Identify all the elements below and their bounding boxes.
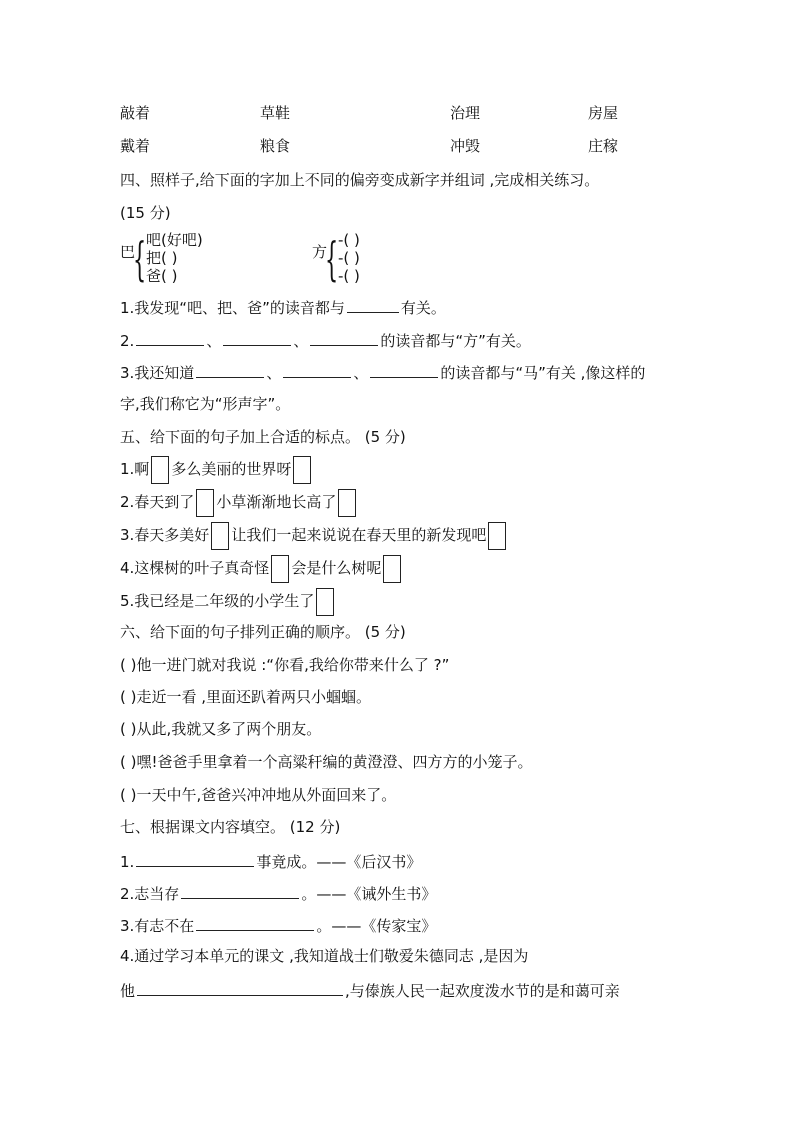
q-text: 1. — [120, 853, 135, 871]
question-4-3 — [120, 361, 645, 383]
q-text: 的读音都与“马”有关 ,像这样的 — [440, 364, 646, 382]
punct-line-1 — [120, 454, 313, 484]
blank[interactable] — [283, 361, 351, 378]
q-text: 、 — [266, 364, 282, 382]
word-cell: 冲毁 — [450, 137, 481, 155]
q-text: 会是什么树呢 — [291, 559, 382, 577]
word-cell: 治理 — [450, 104, 481, 122]
question-4-3-cont: 字,我们称它为“形声字”。 — [120, 395, 291, 413]
q-text: 、 — [293, 332, 309, 350]
order-item[interactable]: ( )他一进门就对我说 :“你看,我给你带来什么了 ?” — [120, 656, 450, 674]
brace-icon: { — [325, 232, 339, 286]
ba-item: 吧(好吧) — [146, 231, 203, 249]
section-5-title: 五、给下面的句子加上合适的标点。 (5 分) — [120, 428, 406, 446]
answer-box[interactable] — [488, 522, 506, 550]
q-text: 3.春天多美好 — [120, 526, 210, 544]
blank[interactable] — [310, 329, 378, 346]
blank[interactable] — [136, 329, 204, 346]
answer-box[interactable] — [338, 489, 356, 517]
section-4-title: 四、照样子,给下面的字加上不同的偏旁变成新字并组词 ,完成相关练习。 — [120, 171, 600, 189]
answer-box[interactable] — [293, 456, 311, 484]
blank[interactable] — [370, 361, 438, 378]
q-text: 。——《传家宝》 — [316, 917, 437, 935]
word-cell: 房屋 — [588, 104, 619, 122]
q-text: 多么美丽的世界呀 — [171, 460, 292, 478]
q-text: 他 — [120, 982, 136, 1000]
punct-line-5 — [120, 586, 336, 616]
punct-line-2 — [120, 487, 358, 517]
order-item[interactable]: ( )嘿!爸爸手里拿着一个高粱秆编的黄澄澄、四方方的小笼子。 — [120, 753, 533, 771]
q-text: 2.春天到了 — [120, 493, 195, 511]
section-6-title: 六、给下面的句子排列正确的顺序。 (5 分) — [120, 623, 406, 641]
blank[interactable] — [136, 850, 254, 867]
blank[interactable] — [223, 329, 291, 346]
answer-box[interactable] — [271, 555, 289, 583]
question-4-1 — [120, 296, 446, 318]
answer-box[interactable] — [316, 588, 334, 616]
q-text: 1.我发现“吧、把、爸”的读音都与 — [120, 299, 345, 317]
ba-item: 把( ) — [146, 249, 178, 267]
word-cell: 敲着 — [120, 104, 151, 122]
q-text: 事竟成。——《后汉书》 — [256, 853, 422, 871]
q-text: 2. — [120, 332, 135, 350]
q-text: 让我们一起来说说在春天里的新发现吧 — [231, 526, 487, 544]
q-text: 、 — [206, 332, 222, 350]
base-char-ba: 巴 — [120, 243, 136, 261]
answer-box[interactable] — [196, 489, 214, 517]
q-text: ,与傣族人民一起欢度泼水节的是和蔼可亲 — [345, 982, 620, 1000]
q-text: 。——《诫外生书》 — [301, 885, 437, 903]
ba-item: 爸( ) — [146, 267, 178, 285]
order-item[interactable]: ( )走近一看 ,里面还趴着两只小蝈蝈。 — [120, 688, 372, 706]
q-text: 3.有志不在 — [120, 917, 195, 935]
fill-line-4-cont — [120, 979, 620, 1001]
word-cell: 戴着 — [120, 137, 151, 155]
fang-item: -( ) — [338, 267, 360, 285]
q-text: 5.我已经是二年级的小学生了 — [120, 592, 315, 610]
fill-line-4: 4.通过学习本单元的课文 ,我知道战士们敬爱朱德同志 ,是因为 — [120, 947, 529, 965]
blank[interactable] — [137, 979, 343, 996]
word-cell: 粮食 — [260, 137, 291, 155]
q-text: 4.这棵树的叶子真奇怪 — [120, 559, 270, 577]
answer-box[interactable] — [211, 522, 229, 550]
word-cell: 草鞋 — [260, 104, 291, 122]
fill-line-2 — [120, 882, 436, 904]
brace-icon: { — [133, 232, 147, 286]
fang-item: -( ) — [338, 231, 360, 249]
question-4-2 — [120, 329, 531, 351]
fang-item: -( ) — [338, 249, 360, 267]
blank[interactable] — [196, 914, 314, 931]
q-text: 、 — [353, 364, 369, 382]
q-text: 1.啊 — [120, 460, 150, 478]
section-4-score: (15 分) — [120, 204, 171, 222]
word-cell: 庄稼 — [588, 137, 619, 155]
order-item[interactable]: ( )从此,我就又多了两个朋友。 — [120, 720, 322, 738]
blank[interactable] — [181, 882, 299, 899]
fill-line-1 — [120, 850, 421, 872]
q-text: 有关。 — [400, 299, 446, 317]
order-item[interactable]: ( )一天中午,爸爸兴冲冲地从外面回来了。 — [120, 786, 397, 804]
blank[interactable] — [347, 296, 399, 313]
q-text: 的读音都与“方”有关。 — [380, 332, 531, 350]
q-text: 小草渐渐地长高了 — [216, 493, 337, 511]
base-char-fang: 方 — [312, 243, 328, 261]
punct-line-4 — [120, 553, 403, 583]
q-text: 2.志当存 — [120, 885, 180, 903]
blank[interactable] — [196, 361, 264, 378]
answer-box[interactable] — [151, 456, 169, 484]
q-text: 3.我还知道 — [120, 364, 195, 382]
punct-line-3 — [120, 520, 508, 550]
fill-line-3 — [120, 914, 436, 936]
section-7-title: 七、根据课文内容填空。 (12 分) — [120, 818, 341, 836]
answer-box[interactable] — [383, 555, 401, 583]
